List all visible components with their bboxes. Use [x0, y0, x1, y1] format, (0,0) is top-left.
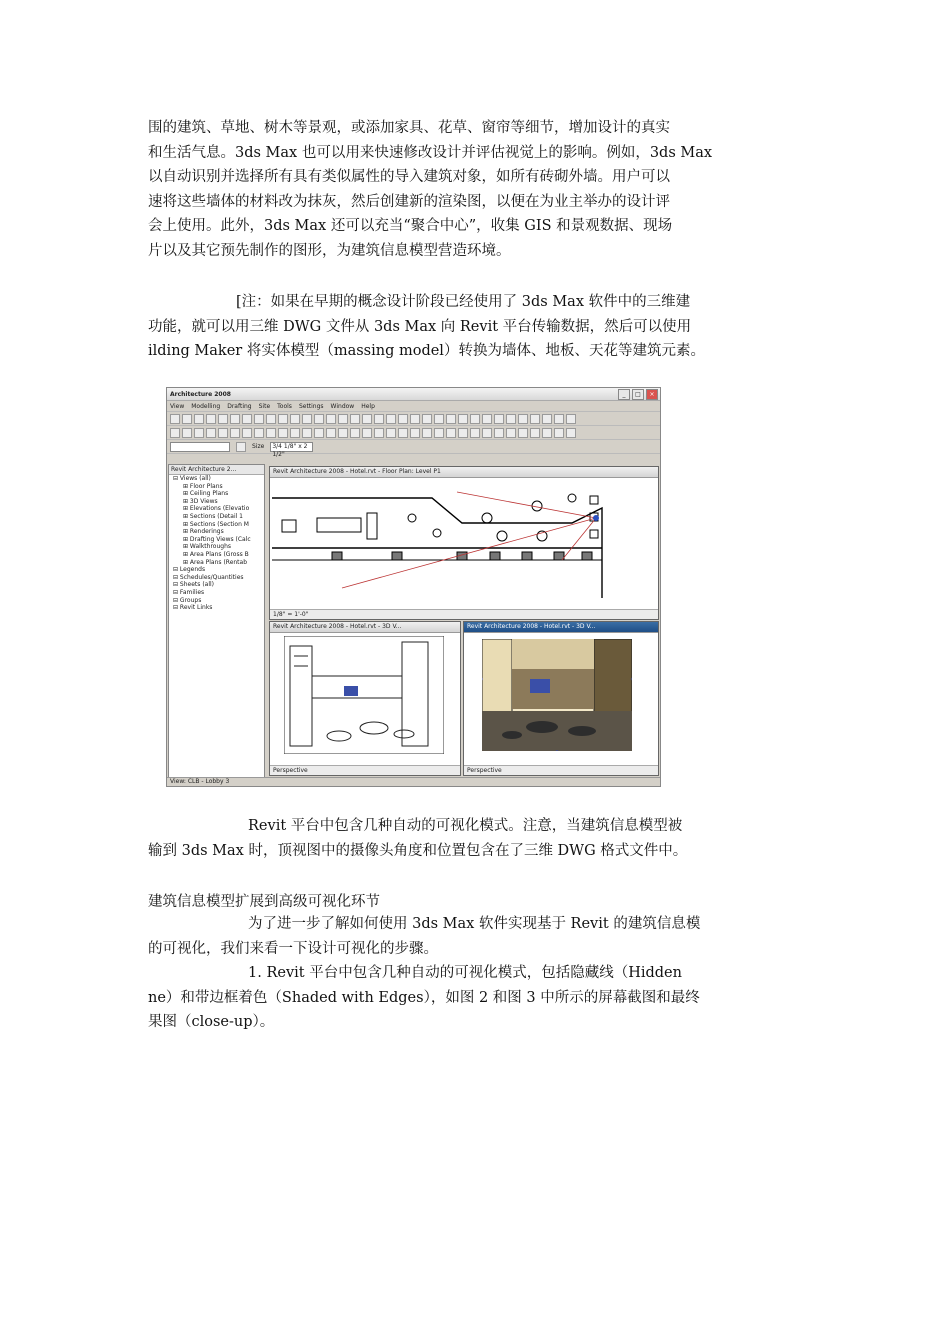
text-line: 1. Revit 平台中包含几种自动的可视化模式，包括隐藏线（Hidden	[248, 965, 682, 981]
toolbar-button-icon	[386, 428, 396, 438]
toolbar-button-icon	[554, 428, 564, 438]
browser-tree-item: ⊟ Families	[173, 588, 205, 596]
toolbar-button-icon	[338, 428, 348, 438]
menu-item: View	[170, 402, 185, 410]
paragraph-1	[148, 116, 760, 263]
menu-item: Window	[330, 402, 355, 410]
toolbar-button-icon	[518, 428, 528, 438]
menu-bar	[167, 401, 660, 412]
toolbar-button-icon	[326, 414, 336, 424]
floor-plan-title: Revit Architecture 2008 - Hotel.rvt - Floor Plan: Level P1	[270, 467, 658, 478]
toolbar-button-icon	[326, 428, 336, 438]
text-line: ilding Maker 将实体模型（massing model）转换为墙体、地板、天花等建筑元素。	[148, 343, 705, 359]
browser-tree-item: ⊟ Legends	[173, 566, 206, 574]
section-heading: 建筑信息模型扩展到高级可视化环节	[148, 894, 380, 910]
toolbar-button-icon	[434, 428, 444, 438]
app-title: Architecture 2008	[170, 390, 231, 398]
toolbar-button-icon	[314, 414, 324, 424]
step-1-paragraph	[148, 961, 760, 1035]
toolbar-button-icon	[530, 428, 540, 438]
floor-plan-drawing	[272, 478, 652, 610]
shaded-view-control: Perspective	[464, 765, 658, 775]
browser-tree-item: ⊞ Renderings	[183, 528, 224, 536]
toolbar-button-icon	[506, 414, 516, 424]
toolbar-button-icon	[518, 414, 528, 424]
menu-item: Tools	[277, 402, 292, 410]
toolbar-button-icon	[230, 414, 240, 424]
text-line: 输到 3ds Max 时，顶视图中的摄像头角度和位置包含在了三维 DWG 格式文件中。	[148, 842, 688, 859]
browser-tree-item: ⊞ Area Plans (Rentab	[183, 558, 248, 566]
toolbar-button-icon	[398, 414, 408, 424]
menu-item: Drafting	[227, 402, 252, 410]
text-line: 围的建筑、草地、树木等景观，或添加家具、花草、窗帘等细节，增加设计的真实	[148, 120, 670, 136]
revit-screenshot-figure	[166, 387, 661, 787]
type-selector	[170, 442, 230, 452]
toolbar-button-icon	[314, 428, 324, 438]
toolbar-button-icon	[266, 414, 276, 424]
toolbar-button-icon	[362, 428, 372, 438]
toolbar-button-icon	[206, 428, 216, 438]
browser-tree-item: ⊟ Schedules/Quantities	[173, 573, 244, 581]
toolbar-button-icon	[434, 414, 444, 424]
project-browser-title: Revit Architecture 2...	[169, 465, 264, 475]
shaded-view-title: Revit Architecture 2008 - Hotel.rvt - 3D V...	[464, 622, 658, 633]
toolbar-button-icon	[506, 428, 516, 438]
toolbar-button-icon	[470, 414, 480, 424]
toolbar-button-icon	[482, 428, 492, 438]
shaded-3d-view	[463, 621, 659, 776]
browser-tree-item: ⊞ Elevations (Elevatio	[183, 505, 250, 513]
toolbar-button-icon	[182, 414, 192, 424]
text-line: Revit 平台中包含几种自动的可视化模式。注意，当建筑信息模型被	[248, 818, 683, 834]
note-paragraph	[148, 290, 760, 364]
browser-tree-item: ⊞ Drafting Views (Calc	[183, 535, 251, 543]
hidden-line-view-title: Revit Architecture 2008 - Hotel.rvt - 3D V...	[270, 622, 460, 633]
toolbar-button-icon	[374, 428, 384, 438]
toolbar-button-icon	[266, 428, 276, 438]
toolbar-button-icon	[482, 414, 492, 424]
toolbar-secondary	[167, 426, 660, 440]
toolbar-button-icon	[422, 414, 432, 424]
maximize-icon: □	[632, 389, 644, 400]
toolbar-button-icon	[566, 428, 576, 438]
toolbar-button-icon	[386, 414, 396, 424]
toolbar-button-icon	[542, 414, 552, 424]
toolbar-button-icon	[470, 428, 480, 438]
browser-tree	[169, 475, 264, 612]
menu-item: Help	[361, 402, 375, 410]
text-line: 功能，就可以用三维 DWG 文件从 3ds Max 向 Revit 平台传输数据，然后可以使用	[148, 318, 692, 335]
text-line: [注：如果在早期的概念设计阶段已经使用了 3ds Max 软件中的三维建	[236, 294, 691, 310]
toolbar-button-icon	[218, 428, 228, 438]
paragraph-2	[148, 912, 760, 961]
toolbar-button-icon	[290, 414, 300, 424]
app-titlebar	[167, 388, 660, 401]
text-line: 会上使用。此外，3ds Max 还可以充当“聚合中心”，收集 GIS 和景观数据、现场	[148, 218, 673, 234]
toolbar-button-icon	[458, 414, 468, 424]
toolbar-button-icon	[362, 414, 372, 424]
toolbar-button-icon	[398, 428, 408, 438]
browser-tree-item: ⊞ Ceiling Plans	[183, 490, 229, 498]
text-line: 和生活气息。3ds Max 也可以用来快速修改设计并评估视觉上的影响。例如，3ds Max	[148, 144, 713, 161]
text-line: 片以及其它预先制作的图形，为建筑信息模型营造环境。	[148, 242, 511, 259]
browser-tree-item: ⊟ Revit Links	[173, 604, 213, 612]
hidden-line-view-control: Perspective	[270, 765, 460, 775]
browser-tree-item: ⊟ Views (all)	[173, 475, 211, 482]
toolbar-button-icon	[278, 428, 288, 438]
browser-tree-item: ⊞ Area Plans (Gross B	[183, 550, 249, 558]
toolbar-button-icon	[302, 414, 312, 424]
toolbar-button-icon	[170, 428, 180, 438]
shaded-render	[482, 639, 632, 751]
toolbar-button-icon	[446, 414, 456, 424]
floor-plan-view	[269, 466, 659, 620]
toolbar-button-icon	[302, 428, 312, 438]
toolbar-main	[167, 412, 660, 426]
toolbar-button-icon	[542, 428, 552, 438]
browser-tree-item: ⊞ 3D Views	[183, 497, 218, 505]
toolbar-button-icon	[194, 428, 204, 438]
toolbar-button-icon	[494, 414, 504, 424]
toolbar-button-icon	[278, 414, 288, 424]
browser-tree-item: ⊟ Sheets (all)	[173, 581, 215, 589]
browser-tree-item: ⊞ Sections (Detail 1	[183, 512, 243, 520]
minimize-icon: _	[618, 389, 630, 400]
text-line: ne）和带边框着色（Shaded with Edges），如图 2 和图 3 中所示的屏幕截图和最终	[148, 989, 700, 1006]
toolbar-button-icon	[410, 428, 420, 438]
properties-icon	[236, 442, 246, 452]
toolbar-button-icon	[410, 414, 420, 424]
options-bar	[167, 440, 660, 458]
project-browser	[168, 464, 265, 782]
toolbar-button-icon	[350, 428, 360, 438]
toolbar-button-icon	[242, 428, 252, 438]
size-label: Size	[252, 443, 265, 450]
toolbar-button-icon	[338, 414, 348, 424]
toolbar-button-icon	[254, 414, 264, 424]
text-line: 为了进一步了解如何使用 3ds Max 软件实现基于 Revit 的建筑信息模	[248, 916, 701, 932]
menu-item: Settings	[298, 402, 324, 410]
toolbar-button-icon	[182, 428, 192, 438]
toolbar-button-icon	[458, 428, 468, 438]
toolbar-button-icon	[218, 414, 228, 424]
status-bar: View: CLB - Lobby 3	[167, 777, 660, 786]
toolbar-button-icon	[566, 414, 576, 424]
toolbar-button-icon	[194, 414, 204, 424]
browser-tree-item: ⊞ Floor Plans	[183, 482, 223, 490]
figure-caption	[148, 814, 760, 863]
toolbar-button-icon	[290, 428, 300, 438]
toolbar-button-icon	[230, 428, 240, 438]
floor-plan-scale: 1/8" = 1'-0"	[270, 609, 658, 619]
toolbar-button-icon	[554, 414, 564, 424]
close-icon: ×	[646, 389, 658, 400]
browser-tree-item: ⊞ Walkthroughs	[183, 543, 232, 551]
toolbar-button-icon	[374, 414, 384, 424]
browser-tree-item: ⊞ Sections (Section M	[183, 520, 249, 528]
toolbar-button-icon	[170, 414, 180, 424]
text-line: 速将这些墙体的材料改为抹灰，然后创建新的渲染图，以便在为业主举办的设计评	[148, 193, 670, 210]
text-line: 以自动识别并选择所有具有类似属性的导入建筑对象，如所有砖砌外墙。用户可以	[148, 169, 670, 185]
toolbar-button-icon	[254, 428, 264, 438]
size-field: 3/4 1/8" x 2 1/2"	[270, 442, 313, 452]
menu-item: Site	[258, 402, 271, 410]
hidden-line-render	[284, 636, 444, 754]
toolbar-button-icon	[350, 414, 360, 424]
hidden-line-3d-view	[269, 621, 461, 776]
toolbar-button-icon	[422, 428, 432, 438]
text-line: 果图（close-up）。	[148, 1014, 275, 1030]
toolbar-button-icon	[530, 414, 540, 424]
toolbar-button-icon	[206, 414, 216, 424]
toolbar-button-icon	[446, 428, 456, 438]
menu-item: Modelling	[191, 402, 221, 410]
toolbar-button-icon	[242, 414, 252, 424]
text-line: 的可视化，我们来看一下设计可视化的步骤。	[148, 940, 438, 957]
toolbar-button-icon	[494, 428, 504, 438]
browser-tree-item: ⊟ Groups	[173, 596, 202, 604]
